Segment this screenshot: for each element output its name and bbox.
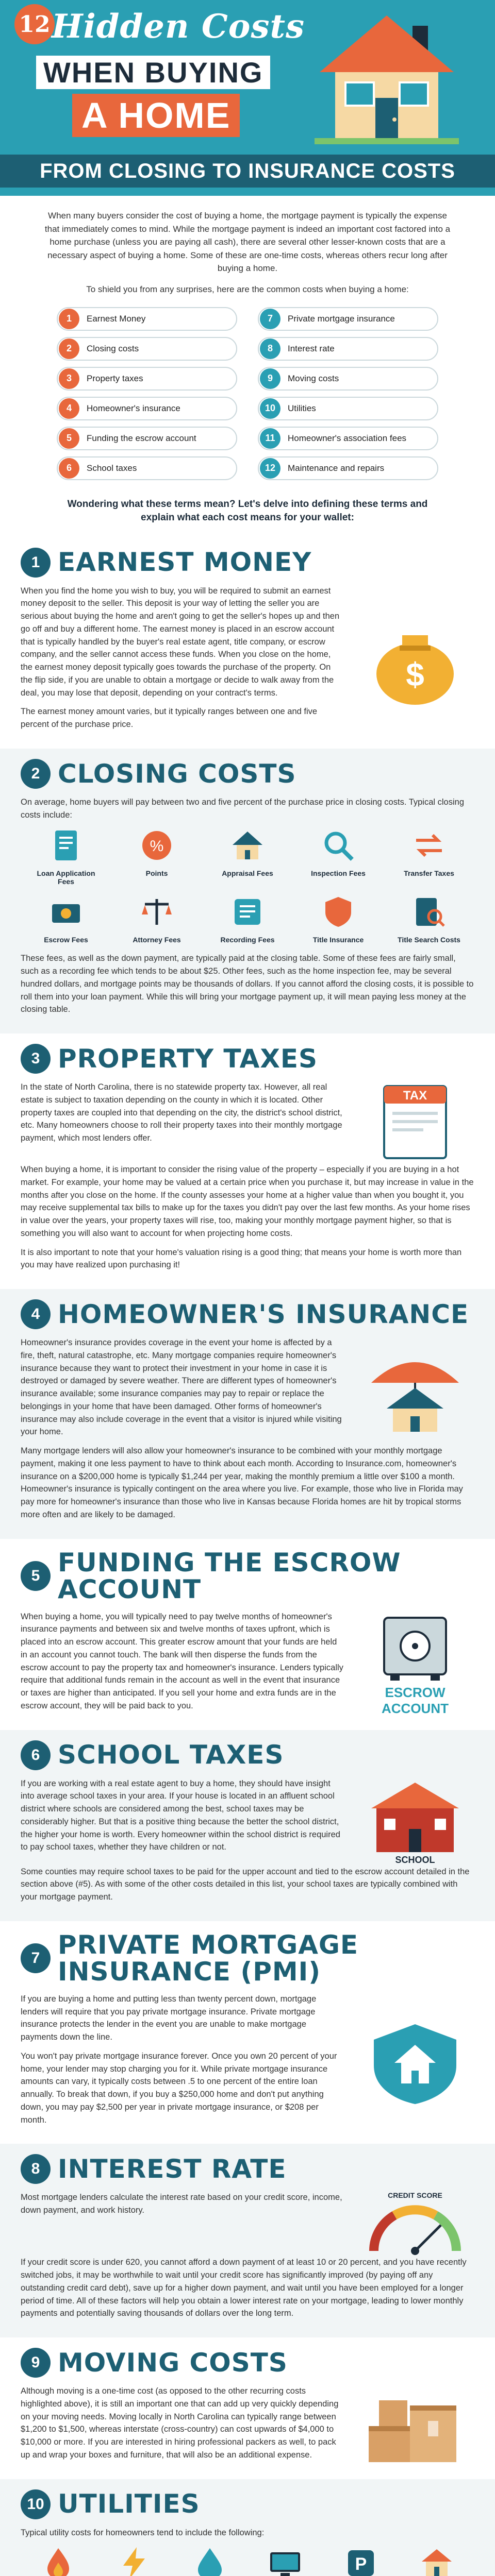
icon-label: Loan Application Fees <box>37 869 95 886</box>
section-pmi <box>0 1921 495 2144</box>
toc-item <box>57 367 237 391</box>
toc-label: Closing costs <box>87 343 139 353</box>
tax-document-icon <box>364 1081 467 1163</box>
icon-label: Attorney Fees <box>133 936 181 944</box>
toc-item <box>57 456 237 480</box>
section-number: 3 <box>21 1044 51 1074</box>
section-earnest-money <box>0 537 495 749</box>
icon-label: Appraisal Fees <box>222 869 273 878</box>
svg-text:TAX: TAX <box>403 1089 427 1103</box>
toc-number: 10 <box>260 398 280 419</box>
icon-label: Transfer Taxes <box>404 869 454 878</box>
hero-subtitle: FROM CLOSING TO INSURANCE COSTS <box>0 155 495 188</box>
closing-cost-icons-row2 <box>21 894 474 944</box>
safe-icon <box>369 1613 461 1685</box>
toc-item <box>258 367 438 391</box>
section-title: PROPERTY TAXES <box>58 1043 318 1074</box>
section-paragraph: It is also important to note that your home's valuation rising is a good thing; that means your home is worth more than you may have realized upon purchasing it! <box>21 1247 462 1270</box>
section-paragraph: You won't pay private mortgage insurance forever. Once you own 20 percent of your home, your lender may stop charging you for it. While private mortgage insurance amounts can vary, it typically costs between .5 to one percent of the entire loan annually. To break that down, if you buy a $250,000 home and don't put anything down, you may pay $2,500 per year in private mortgage insurance, or $208 per month. <box>21 2051 337 2125</box>
section-number: 2 <box>21 759 51 789</box>
electric-icon <box>116 2545 152 2576</box>
section-school-taxes <box>0 1730 495 1921</box>
section-title: CLOSING COSTS <box>58 758 296 789</box>
intro-paragraph: When many buyers consider the cost of buying a home, the mortgage payment is typically the expense that immediately comes to mind. While the mortgage payment is indeed an important cost factored into a home purchase (unless you are paying all cash), there are several other lesser-known costs that are a necessary aspect of buying a home. Some of these are one-time costs, whereas others recur long after buying a home. <box>44 211 451 273</box>
house-umbrella-icon <box>361 1347 469 1434</box>
icon-label: Escrow Fees <box>44 936 88 944</box>
toc-label: Funding the escrow account <box>87 433 196 443</box>
utilities-icons-row <box>21 2545 474 2576</box>
section-number: 5 <box>21 1561 51 1591</box>
toc-label: Homeowner's insurance <box>87 403 180 413</box>
hero-banner <box>0 0 495 196</box>
section-paragraph: In the state of North Carolina, there is no statewide property tax. However, all real estate is subject to taxation depending on the county in which it is located. Other property taxes are coupled into that depending on the city, the district's school district, etc. Many homeowners choose to roll their property taxes into their monthly mortgage payment, which most lenders offer. <box>21 1082 342 1143</box>
section-number: 9 <box>21 2348 51 2378</box>
hero-script-title: Hidden Costs <box>52 7 305 46</box>
section-number: 7 <box>21 1943 51 1973</box>
section-paragraph: When buying a home, you will typically need to pay twelve months of homeowner's insurance payments and between six and twelve months of taxes upfront, which is placed into an escrow account. This greater escrow amount that your funds are held in an account you cannot touch. The bank will then disperse the funds from the escrow account to pay the property tax and homeowner's insurance. Lenders typically require that additional funds remain in the account as well in the event that insurance or taxes are higher than anticipated. If you sell your home and extra funds are in the escrow account, they will be paid back to you. <box>21 1612 343 1710</box>
section-paragraph: Although moving is a one-time cost (as opposed to the other recurring costs highlighted above), it is still an important one that can add up very quickly depending on your moving needs. Moving locally in North Carolina can typically range between $1,200 to $1,500, whereas interstate (cross-country) can cost upwards of $4,000 to $10,000 or more. If you are interested in hiring professional packers as well, to pack up and wrap your boxes and furniture, that will also be an additional expense. <box>21 2386 339 2460</box>
cable-internet-icon <box>267 2545 303 2576</box>
toc-number: 4 <box>59 398 79 419</box>
section-title: FUNDING THE ESCROW ACCOUNT <box>58 1547 401 1605</box>
section-homeowners-insurance <box>0 1289 495 1539</box>
credit-score-gauge-icon <box>364 2199 467 2256</box>
toc-number: 2 <box>59 338 79 359</box>
toc-number: 5 <box>59 428 79 449</box>
hero-title-line2: WHEN BUYING <box>36 56 270 89</box>
toc-number: 9 <box>260 368 280 389</box>
section-utilities <box>0 2479 495 2576</box>
section-paragraph: If your credit score is under 620, you cannot afford a down payment of at least 10 or 20 percent, and you have recently switched jobs, it may be worthwhile to wait until your credit score has significantly improved (by paying off any outstanding credit card debt), save up for a higher down payment, and wait until you have been employed for a longer period of time. All of these factors will help you obtain a lower interest rate on your mortgage, leading to lower monthly payments and potentially saving thousands of dollars over the long term. <box>21 2258 467 2318</box>
loan-application-icon <box>48 827 84 863</box>
toc-number: 7 <box>260 309 280 329</box>
toc-item <box>258 397 438 420</box>
section-number: 1 <box>21 548 51 578</box>
icon-label: Title Insurance <box>312 936 364 944</box>
toc-item <box>258 456 438 480</box>
escrow-account-label: ESCROW ACCOUNT <box>382 1684 449 1716</box>
water-icon <box>192 2545 228 2576</box>
section-paragraph: These fees, as well as the down payment, are typically paid at the closing table. Some of these fees are fairly small, such as a recording fee which tends to be about $25. Other fees, such as the home inspection fee, may be several hundred dollars, and mortgage points may be thousands of dollars. If you cannot afford the closing costs, it is possible to roll them into your loan payment. While this will bring your mortgage payment up, it will mean paying less money at the closing table. <box>21 954 474 1014</box>
closing-cost-icons-row1 <box>21 827 474 886</box>
toc-number: 11 <box>260 428 280 449</box>
gas-icon <box>40 2545 76 2576</box>
toc-item <box>57 427 237 450</box>
intro-lead: To shield you from any surprises, here are the common costs when buying a home: <box>86 284 409 294</box>
inspection-icon <box>320 827 356 863</box>
section-number: 10 <box>21 2489 51 2519</box>
toc-label: Maintenance and repairs <box>288 463 385 473</box>
section-interest-rate <box>0 2144 495 2337</box>
toc-label: Moving costs <box>288 373 339 383</box>
section-paragraph: Typical utility costs for homeowners tend to include the following: <box>21 2528 265 2537</box>
svg-text:$: $ <box>406 655 424 693</box>
section-property-taxes <box>0 1033 495 1289</box>
section-title: SCHOOL TAXES <box>58 1740 284 1770</box>
toc-label: Homeowner's association fees <box>288 433 407 443</box>
icon-label: Recording Fees <box>220 936 275 944</box>
parking-icon <box>343 2545 379 2576</box>
house-shield-icon <box>361 2019 469 2107</box>
section-title: UTILITIES <box>58 2489 200 2519</box>
wonder-heading: Wondering what these terms mean? Let's delve into defining these terms and explain what each cost means for your wallet: <box>67 498 428 523</box>
section-escrow-account <box>0 1539 495 1730</box>
cost-list <box>0 299 495 488</box>
section-title: EARNEST MONEY <box>58 547 312 578</box>
section-moving-costs <box>0 2337 495 2479</box>
house-icon <box>315 10 459 144</box>
section-paragraph: If you are buying a home and putting less than twenty percent down, mortgage lenders will require that you pay private mortgage insurance. Private mortgage insurance protects the lender in the event you are unable to make mortgage payments down the line. <box>21 1994 317 2042</box>
toc-label: School taxes <box>87 463 137 473</box>
school-label: SCHOOL <box>395 1854 435 1865</box>
appraisal-icon <box>229 827 266 863</box>
toc-label: Interest rate <box>288 343 335 353</box>
attorney-fees-icon <box>139 894 175 930</box>
toc-number: 12 <box>260 458 280 479</box>
title-insurance-icon <box>320 894 356 930</box>
toc-number: 3 <box>59 368 79 389</box>
section-number: 4 <box>21 1299 51 1329</box>
section-number: 8 <box>21 2154 51 2184</box>
section-title: HOMEOWNER'S INSURANCE <box>58 1299 469 1329</box>
recording-fees-icon <box>229 894 266 930</box>
points-icon <box>139 827 175 863</box>
section-paragraph: On average, home buyers will pay between two and five percent of the purchase price in closing costs. Typical closing costs include: <box>21 797 464 820</box>
toc-item <box>258 307 438 331</box>
section-closing-costs <box>0 749 495 1033</box>
section-paragraph: When buying a home, it is important to consider the rising value of the property – especially if you are buying in a hot market. For example, your home may be valued at a certain price when you purchase it, but may increase in value in the months after you close on the home. If the county assesses your home at a higher value than when you bought it, you may receive supplemental tax bills to make up for the taxes you didn't pay over the last few months. As your home rises in value over the years, your property taxes will rise, too, making your monthly mortgage payment higher, so that is something you will also want to account for when projecting home costs. <box>21 1165 474 1238</box>
toc-label: Utilities <box>288 403 316 413</box>
hero-number-badge: 12 <box>14 4 55 44</box>
moving-boxes-icon <box>358 2385 472 2467</box>
toc-item <box>57 337 237 361</box>
section-paragraph: Most mortgage lenders calculate the interest rate based on your credit score, income, down payment, and work history. <box>21 2193 342 2215</box>
hero-title-line3: A HOME <box>72 94 240 137</box>
credit-score-label: CREDIT SCORE <box>388 2191 442 2200</box>
svg-text:P: P <box>355 2554 367 2574</box>
section-title: PRIVATE MORTGAGE INSURANCE (PMI) <box>58 1929 359 1987</box>
toc-label: Earnest Money <box>87 313 146 324</box>
section-paragraph: The earnest money amount varies, but it typically ranges between one and five percent of the purchase price. <box>21 707 318 730</box>
toc-label: Private mortgage insurance <box>288 313 395 324</box>
icon-label: Points <box>145 869 168 878</box>
hoa-icon <box>419 2545 455 2576</box>
section-paragraph: If you are working with a real estate agent to buy a home, they should have insight into average school taxes in your area. If your house is located in an affluent school district where schools are considered among the best, school taxes may be considerably higher. But that is a positive thing because the better the school district, the higher your home is worth. Every homeowner within the school district is required to pay school taxes, whether they have children or not. <box>21 1778 340 1852</box>
toc-item <box>258 337 438 361</box>
icon-label: Inspection Fees <box>311 869 366 878</box>
section-paragraph: Many mortgage lenders will also allow your homeowner's insurance to be combined with your monthly mortgage payment, making it one less payment to have to think about each month. According to Insurance.com, homeowner's insurance on a $200,000 home is typically $1,244 per year, making the monthly premium a little over $100 a month. Homeowner's insurance is typically contingent on the area where you live. For example, those who live in Florida may pay more for homeowner's insurance than those who live in Kansas because Florida homes are hit by tropical storms more often and are likely to be damaged. <box>21 1446 463 1519</box>
section-paragraph: Homeowner's insurance provides coverage in the event your home is affected by a fire, theft, natural catastrophe, etc. Many mortgage companies require homeowner's insurance because they want to protect their investment in your home in case it is destroyed or damaged by severe weather. There are different types of homeowner's insurance available; some insurance companies may pay to repair or replace the belongings in your home that have been damaged. Other forms of homeowner's insurance may also include coverage in the event that a visitor is injured while visiting your home. <box>21 1338 342 1437</box>
toc-item <box>258 427 438 450</box>
section-title: MOVING COSTS <box>58 2347 288 2378</box>
svg-text:%: % <box>150 838 164 855</box>
toc-item <box>57 307 237 331</box>
section-number: 6 <box>21 1740 51 1770</box>
transfer-taxes-icon <box>411 827 447 863</box>
section-title: INTEREST RATE <box>58 2154 287 2184</box>
icon-label: Title Search Costs <box>398 936 460 944</box>
toc-number: 8 <box>260 338 280 359</box>
toc-label: Property taxes <box>87 373 143 383</box>
toc-item <box>57 397 237 420</box>
title-search-icon <box>411 894 447 930</box>
section-paragraph: When you find the home you wish to buy, you will be required to submit an earnest money deposit to the seller. This deposit is your way of letting the seller you are serious about buying the home and aren't going to get the seller's hopes up and then go off and buy a different home. The earnest money is placed in an escrow account that is typically handled by the buyer's real estate agent, title company, or escrow company, and the seller cannot access these funds. When you close on the home, the earnest money deposit typically goes towards the purchase of the property. On the flip side, if you are unable to obtain a mortgage or decide to walk away from the deal, you may lose that deposit, depending on your contract's terms. <box>21 586 340 698</box>
money-bag-icon <box>364 615 467 707</box>
toc-number: 1 <box>59 309 79 329</box>
section-paragraph: Some counties may require school taxes to be paid for the upper account and tied to the escrow account detailed in the section above (#5). As with some of the other costs detailed in this list, your school taxes are typically combined with your mortgage payment. <box>21 1867 470 1902</box>
school-building-icon <box>361 1777 469 1855</box>
escrow-fees-icon <box>48 894 84 930</box>
toc-number: 6 <box>59 458 79 479</box>
